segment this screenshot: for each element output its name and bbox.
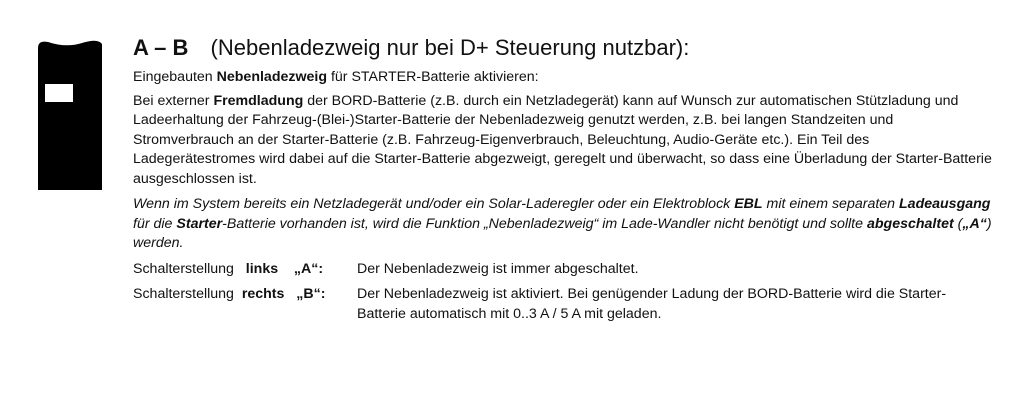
switch-position-label — [133, 285, 357, 324]
switch-code: „B“: — [296, 286, 326, 302]
para2-t5: ( — [953, 215, 963, 232]
switch-prefix: Schalterstellung — [133, 260, 234, 277]
para2-b4: abgeschaltet — [866, 215, 954, 232]
intro-pre: Eingebauten — [133, 69, 217, 85]
para1-pre: Bei externer — [133, 92, 214, 109]
paragraph-existing-system-note — [133, 195, 993, 254]
paragraph-external-charging — [133, 92, 993, 190]
para2-b3: Starter — [176, 215, 223, 232]
para2-t1: Wenn im System bereits ein Netzladegerät und/oder ein Solar-Laderegler oder ein Elektroblock — [133, 196, 735, 212]
para2-b2: Ladeausgang — [899, 196, 991, 212]
para2-b5: „A“ — [962, 215, 987, 232]
switch-indicator — [45, 84, 73, 102]
intro-bold: Nebenladezweig — [216, 69, 328, 85]
switch-position-description: Der Nebenladezweig ist immer abgeschaltet. — [357, 260, 639, 277]
heading-subtitle: (Nebenladezweig nur bei D+ Steuerung nutzbar): — [210, 35, 690, 60]
para2-t3: für die — [133, 215, 177, 232]
para2-t4: -Batterie vorhanden ist, wird die Funktion „Nebenladezweig“ im Lade-Wandler nicht benötigt und sollte — [222, 215, 867, 232]
para1-post: der BORD-Batterie (z.B. durch ein Netzladegerät) kann auf Wunsch zur automatischen Stützladung und Ladeerhaltung der Fahrzeug-(Blei-)Starter-Batterie der Nebenladezweig genutzt werden, z.B. bei langen Standzeiten und Stromverbrauch an der Starter-Batterie (z.B. Fahrzeug-Eigenverbrauch, Beleuchtung, Audio-Geräte etc.). Ein Teil des Ladegerätestromes wird dabei auf die Starter-Batterie abgezweigt, geregelt und überwacht, so dass eine Überladung der Starter-Batterie ausgeschlossen ist. — [133, 92, 992, 187]
switch-position-row-b — [133, 285, 993, 324]
switch-prefix: Schalterstellung — [133, 286, 234, 302]
intro-line — [133, 68, 993, 88]
para2-t6: ) werden. — [133, 215, 992, 251]
switch-code: „A“: — [293, 260, 324, 277]
switch-position-row-a — [133, 260, 993, 280]
switch-position: links — [245, 260, 279, 277]
para2-b1: EBL — [734, 196, 763, 212]
section-content — [133, 34, 993, 330]
switch-body-shape — [38, 41, 102, 190]
switch-position: rechts — [241, 286, 285, 302]
section-heading — [133, 34, 993, 62]
heading-ab: A – B — [133, 35, 189, 60]
switch-position-description: Der Nebenladezweig ist aktiviert. Bei genügender Ladung der BORD-Batterie wird die Starter-Batterie automatisch mit 0..3 A / 5 A mit geladen. — [357, 286, 947, 322]
intro-post: für STARTER-Batterie aktivieren: — [327, 69, 539, 85]
switch-position-label — [133, 260, 357, 280]
para1-bold: Fremdladung — [213, 92, 304, 109]
para2-t2: mit einem separaten — [762, 196, 900, 212]
switch-position-graphic — [38, 40, 104, 190]
